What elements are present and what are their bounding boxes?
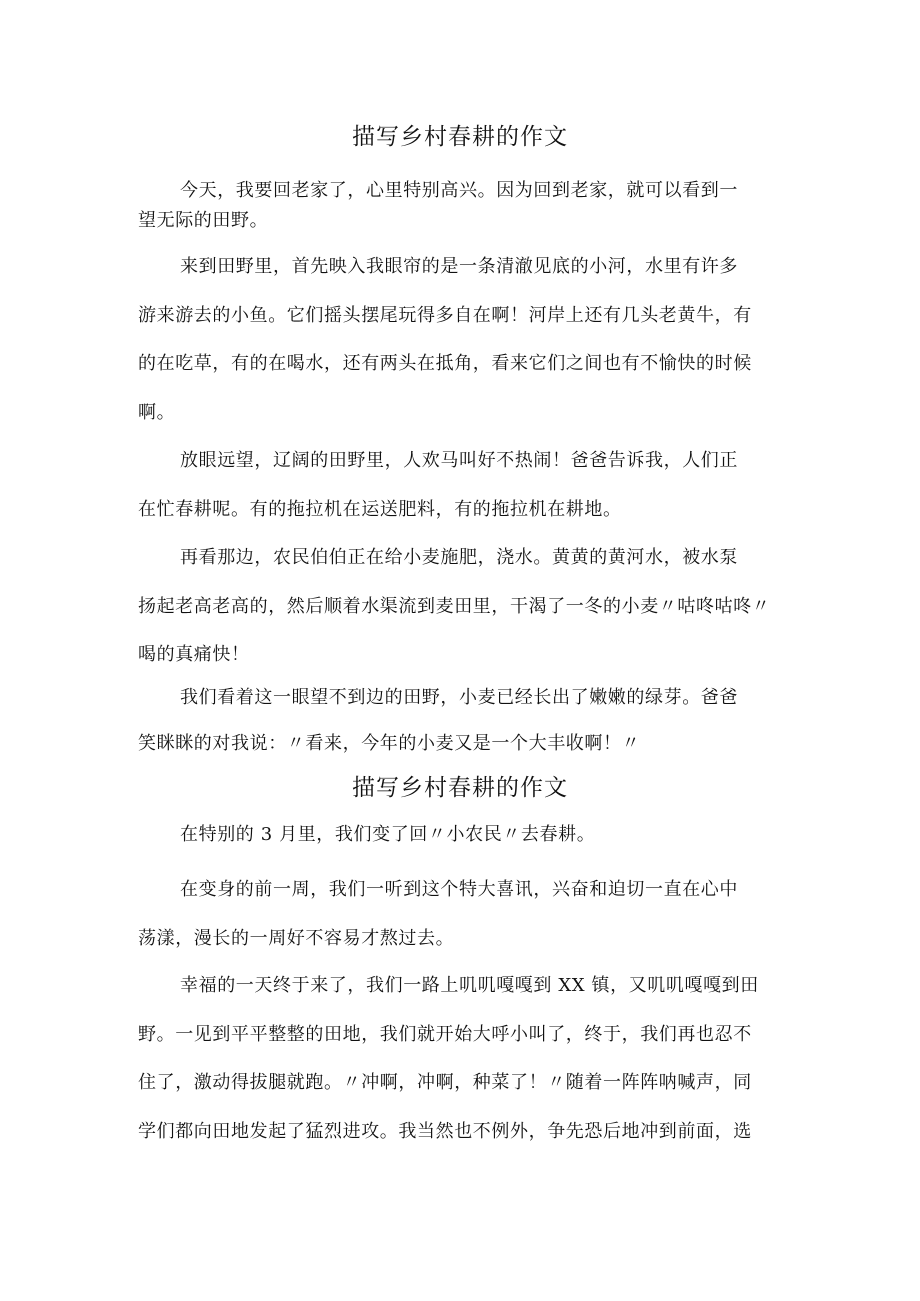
text-line: 笑眯眯的对我说：〃看来，今年的小麦又是一个大丰收啊！〃 [138,733,641,754]
text-line: 喝的真痛快！ [138,644,250,665]
essay-1-title: 描写乡村春耕的作文 [352,124,568,150]
essay-1-paragraph-5 [138,675,793,767]
text-line: 望无际的田野。 [138,210,269,231]
essay-2-paragraph-2 [138,866,793,963]
text-line: 放眼远望，辽阔的田野里，人欢马叫好不热闹！爸爸告诉我，人们正 [180,450,738,471]
text-line: 游来游去的小鱼。它们摇头摆尾玩得多自在啊！河岸上还有几头老黄牛，有 [138,304,752,326]
text-line: 今天，我要回老家了，心里特别高兴。因为回到老家，就可以看到一 [180,180,738,201]
text-line: 在变身的前一周，我们一听到这个特大喜讯，兴奋和迫切一直在心中 [180,879,738,900]
text-line: 啊。 [138,401,176,423]
essay-1-paragraph-4 [138,534,793,680]
essay-2-paragraph-3 [138,962,793,1156]
essay-1-paragraph-3 [138,437,793,534]
text-line: 学们都向田地发起了猛烈进攻。我当然也不例外，争先恐后地冲到前面，选 [138,1120,752,1142]
text-line: 扬起老高老高的，然后顺着水渠流到麦田里，干渴了一冬的小麦〃咕咚咕咚〃 [138,595,771,617]
text-line: 的在吃草，有的在喝水，还有两头在抵角，看来它们之间也有不愉快的时候 [138,353,752,374]
text-line: 在特别的 3 月里，我们变了回〃小农民〃去春耕。 [180,824,596,845]
text-line: 幸福的一天终于来了，我们一路上叽叽嘎嘎到 XX 镇，又叽叽嘎嘎到田 [180,975,759,996]
essay-1-paragraph-1 [138,176,793,236]
text-line: 住了，激动得拔腿就跑。〃冲啊，冲啊，种菜了！〃随着一阵阵呐喊声，同 [138,1072,752,1093]
essay-1-paragraph-2 [138,243,793,437]
text-line: 再看那边，农民伯伯正在给小麦施肥，浇水。黄黄的黄河水，被水泵 [180,547,738,568]
text-line: 在忙春耕呢。有的拖拉机在运送肥料，有的拖拉机在耕地。 [138,498,622,520]
text-line: 荡漾，漫长的一周好不容易才熬过去。 [138,927,455,949]
text-line: 来到田野里，首先映入我眼帘的是一条清澈见底的小河，水里有许多 [180,256,738,277]
essay-2-paragraph-1 [138,820,793,850]
essay-2-title: 描写乡村春耕的作文 [352,775,568,801]
text-line: 我们看着这一眼望不到边的田野，小麦已经长出了嫩嫩的绿芽。爸爸 [180,687,738,708]
text-line: 野。一见到平平整整的田地，我们就开始大呼小叫了，终于，我们再也忍不 [138,1023,752,1045]
